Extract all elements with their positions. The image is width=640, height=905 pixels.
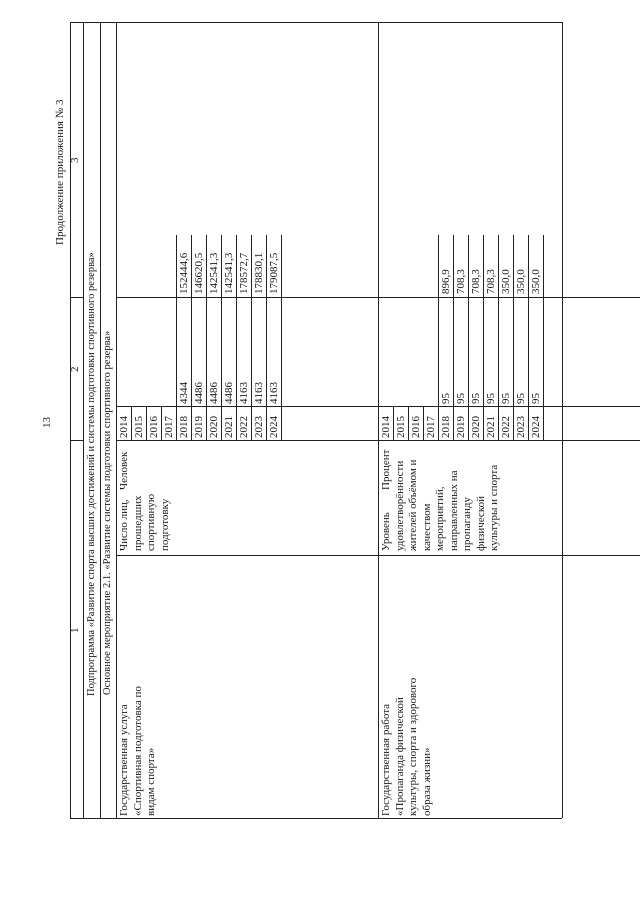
- amount-cell: 708,3: [485, 269, 497, 294]
- year-cell: 2020: [470, 416, 482, 438]
- table-rule-vertical: [468, 235, 469, 297]
- year-cell: 2015: [395, 416, 407, 438]
- table-rule-horizontal: [378, 406, 640, 407]
- value-cell: 4486: [223, 382, 235, 404]
- value-cell: 4163: [238, 382, 250, 404]
- value-cell: 4163: [268, 382, 280, 404]
- amount-cell: 350,0: [500, 269, 512, 294]
- year-cell: 2015: [133, 416, 145, 438]
- table-rule-vertical: [236, 235, 237, 297]
- value-cell: 4344: [178, 382, 190, 404]
- year-cell: 2023: [253, 416, 265, 438]
- year-cell: 2014: [118, 416, 130, 438]
- year-cell: 2021: [223, 416, 235, 438]
- value-cell: 95: [485, 393, 497, 404]
- service-line: образа жизни»: [420, 747, 433, 816]
- amount-cell: 179087,5: [268, 252, 280, 294]
- value-cell: 4163: [253, 382, 265, 404]
- year-cell: 2022: [238, 416, 250, 438]
- indicator-line: удовлетворённости: [393, 460, 406, 551]
- table-rule-vertical: [236, 297, 237, 440]
- indicator-line: подготовку: [158, 498, 171, 551]
- indicator-line: прошедших: [131, 495, 144, 551]
- table-rule-vertical: [528, 235, 529, 297]
- table-rule-vertical: [251, 235, 252, 297]
- indicator-line: направленных на: [447, 470, 460, 551]
- indicator-line: культуры и спорта: [488, 464, 500, 551]
- indicator-line: Уровень: [380, 512, 392, 551]
- service-line: «Спортивная подготовка по: [131, 686, 144, 816]
- table-rule-horizontal: [70, 22, 562, 23]
- value-cell: 95: [515, 393, 527, 404]
- table-rule-vertical: [70, 22, 71, 818]
- table-rule-vertical: [176, 235, 177, 297]
- table-rule-vertical: [483, 235, 484, 297]
- table-rule-vertical: [528, 297, 529, 440]
- table-rule-vertical: [438, 235, 439, 297]
- table-rule-vertical: [393, 406, 394, 440]
- amount-cell: 896,9: [440, 269, 452, 294]
- table-rule-vertical: [266, 235, 267, 297]
- year-cell: 2014: [380, 416, 392, 438]
- year-cell: 2016: [148, 416, 160, 438]
- table-rule-vertical: [513, 235, 514, 297]
- table-rule-vertical: [206, 297, 207, 440]
- table-rule-horizontal: [116, 297, 378, 298]
- year-cell: 2017: [425, 416, 437, 438]
- table-rule-horizontal: [116, 440, 378, 441]
- amount-cell: 708,3: [470, 269, 482, 294]
- amount-cell: 178830,1: [253, 252, 265, 294]
- amount-cell: 178572,7: [238, 252, 250, 294]
- value-cell: 95: [470, 393, 482, 404]
- table-rule-vertical: [191, 297, 192, 440]
- table-rule-vertical: [176, 297, 177, 440]
- table-rule-vertical: [221, 297, 222, 440]
- year-cell: 2020: [208, 416, 220, 438]
- table-rule-vertical: [266, 297, 267, 440]
- table-rule-vertical: [453, 297, 454, 440]
- unit-label: Процент: [380, 449, 392, 490]
- table-rule-vertical: [543, 235, 544, 440]
- table-rule-vertical: [498, 235, 499, 297]
- year-cell: 2018: [440, 416, 452, 438]
- table-rule-horizontal: [70, 297, 84, 298]
- amount-cell: 350,0: [530, 269, 542, 294]
- table-rule-vertical: [146, 406, 147, 440]
- table-rule-horizontal: [70, 818, 562, 819]
- year-cell: 2023: [515, 416, 527, 438]
- value-cell: 4486: [208, 382, 220, 404]
- service-line: Государственная работа: [380, 703, 392, 816]
- amount-cell: 350,0: [515, 269, 527, 294]
- table-rule-vertical: [378, 22, 379, 818]
- value-cell: 4486: [193, 382, 205, 404]
- table-rule-vertical: [483, 297, 484, 440]
- year-cell: 2018: [178, 416, 190, 438]
- table-rule-horizontal: [116, 555, 378, 556]
- table-rule-horizontal: [378, 440, 640, 441]
- indicator-line: Число лиц,: [118, 499, 130, 551]
- year-cell: 2017: [163, 416, 175, 438]
- year-cell: 2019: [455, 416, 467, 438]
- table-rule-vertical: [562, 22, 563, 818]
- table-rule-horizontal: [116, 406, 378, 407]
- value-cell: 95: [500, 393, 512, 404]
- amount-cell: 152444,6: [178, 252, 190, 294]
- table-rule-vertical: [453, 235, 454, 297]
- table-rule-vertical: [206, 235, 207, 297]
- table-rule-vertical: [131, 406, 132, 440]
- amount-cell: 708,3: [455, 269, 467, 294]
- year-cell: 2019: [193, 416, 205, 438]
- table-rule-horizontal: [70, 440, 84, 441]
- table-rule-horizontal: [378, 297, 640, 298]
- value-cell: 95: [440, 393, 452, 404]
- service-line: «Пропаганда физической: [393, 697, 406, 816]
- year-cell: 2016: [410, 416, 422, 438]
- year-cell: 2021: [485, 416, 497, 438]
- indicator-line: пропаганду: [461, 496, 473, 551]
- table-rule-vertical: [281, 235, 282, 440]
- subprogram-title: Подпрограмма «Развитие спорта высших достижений и системы подготовки спортивного резерва»: [86, 252, 97, 696]
- main-event-title: Основное мероприятие 2.1. «Развитие системы подготовки спортивного резерва»: [102, 330, 113, 695]
- table-rule-vertical: [116, 22, 117, 818]
- col-header-2: 2: [69, 366, 81, 372]
- service-line: Государственная услуга: [118, 704, 130, 816]
- table-rule-horizontal: [378, 555, 640, 556]
- indicator-line: качеством: [420, 503, 433, 551]
- indicator-line: спортивную: [145, 493, 157, 551]
- service-line: видам спорта»: [145, 747, 157, 816]
- col-header-3: 3: [69, 157, 81, 163]
- value-cell: 95: [455, 393, 467, 404]
- amount-cell: 146620,5: [193, 252, 205, 294]
- unit-label: Человек: [118, 451, 130, 490]
- table-rule-vertical: [513, 297, 514, 440]
- indicator-line: физической: [474, 496, 487, 551]
- year-cell: 2024: [268, 416, 280, 438]
- table-rule-vertical: [408, 406, 409, 440]
- table-rule-vertical: [468, 297, 469, 440]
- appendix-note: Продолжение приложения № 3: [54, 99, 66, 245]
- indicator-line: жителей объёмом и: [407, 459, 419, 551]
- table-rule-vertical: [83, 22, 84, 818]
- year-cell: 2022: [500, 416, 512, 438]
- table-rule-vertical: [251, 297, 252, 440]
- table-rule-vertical: [100, 22, 101, 818]
- table-rule-vertical: [498, 297, 499, 440]
- table-rule-vertical: [161, 406, 162, 440]
- table-rule-vertical: [438, 297, 439, 440]
- col-header-1: 1: [69, 627, 81, 633]
- table-rule-vertical: [191, 235, 192, 297]
- value-cell: 95: [530, 393, 542, 404]
- amount-cell: 142541,3: [223, 252, 235, 294]
- table-rule-vertical: [423, 406, 424, 440]
- page-number: 13: [41, 417, 53, 428]
- indicator-line: мероприятий,: [434, 486, 446, 551]
- year-cell: 2024: [530, 416, 542, 438]
- table-rule-vertical: [221, 235, 222, 297]
- service-line: культуры, спорта и здорового: [407, 677, 419, 816]
- amount-cell: 142541,3: [208, 252, 220, 294]
